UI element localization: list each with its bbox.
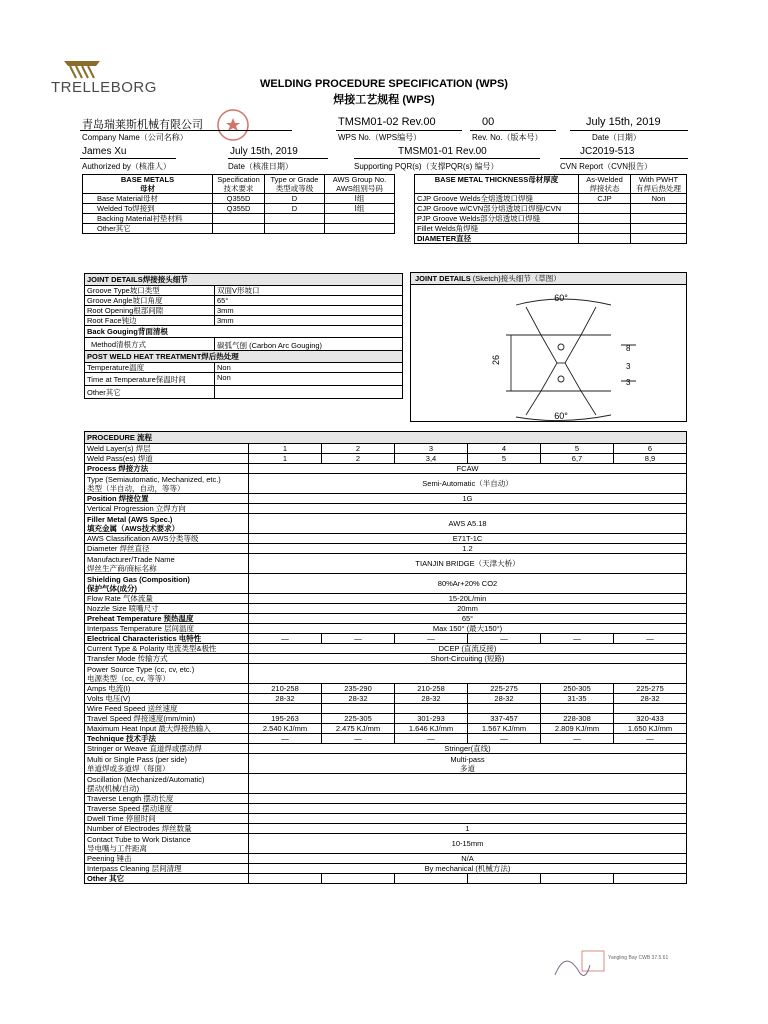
- table-cell: 1: [249, 824, 687, 834]
- table-cell: 28-32: [468, 694, 541, 704]
- row-label: Electrical Characteristics 电特性: [85, 634, 249, 644]
- table-cell: [631, 214, 687, 224]
- table-cell: 碳弧气刨 (Carbon Arc Gouging): [215, 338, 403, 351]
- table-cell: CJP Groove Welds全熔透坡口焊缝: [415, 194, 579, 204]
- row-label: Flow Rate 气体流量: [85, 594, 249, 604]
- supporting-pqr: TMSM01-01 Rev.00: [398, 146, 487, 157]
- table-cell: 31-35: [541, 694, 614, 704]
- table-cell: [614, 704, 687, 714]
- cvn-report: JC2019-513: [580, 146, 635, 157]
- table-cell: [215, 386, 403, 399]
- table-cell: Other其它: [85, 386, 215, 399]
- row-label: Vertical Progression 立焊方向: [85, 504, 249, 514]
- company-logo-text: TRELLEBORG: [51, 79, 157, 96]
- table-cell: 15-20L/min: [249, 594, 687, 604]
- table-row: [85, 644, 687, 654]
- row-label: Process 焊接方法: [85, 464, 249, 474]
- table-row: [85, 464, 687, 474]
- pwht-header: With PWHT 有焊后热处理: [631, 175, 687, 194]
- row-label: Travel Speed 焊接速度(mm/min): [85, 714, 249, 724]
- table-cell: Semi-Automatic（半自动）: [249, 474, 687, 494]
- table-row: [85, 594, 687, 604]
- procedure-table: [84, 431, 687, 884]
- table-cell: N/A: [249, 854, 687, 864]
- table-cell: 301-293: [395, 714, 468, 724]
- table-row: [85, 614, 687, 624]
- table-row: [85, 534, 687, 544]
- table-cell: 228-308: [541, 714, 614, 724]
- row-label: Stringer or Weave 直道焊或摆动焊: [85, 744, 249, 754]
- table-row: [85, 854, 687, 864]
- stamp-text: Yangling Bay CWB 37.5.61: [608, 955, 669, 961]
- table-cell: Root Face钝边: [85, 316, 215, 326]
- table-cell: Ⅰ组: [325, 204, 395, 214]
- table-cell: Method清根方式: [85, 338, 215, 351]
- divider: [570, 130, 688, 131]
- table-row: [85, 714, 687, 724]
- table-cell: 210-258: [249, 684, 322, 694]
- row-label: Maximum Heat Input 最大焊接热输入: [85, 724, 249, 734]
- row-label: Current Type & Polarity 电流类型&极性: [85, 644, 249, 654]
- wps-number: TMSM01-02 Rev.00: [338, 116, 436, 128]
- table-cell: —: [614, 634, 687, 644]
- back-gouging-title: Back Gouging背面清根: [85, 326, 403, 338]
- base-metals-header: BASE METALS 母材: [83, 175, 213, 194]
- table-cell: [395, 704, 468, 714]
- sketch-thickness: 26: [491, 354, 501, 365]
- rev-label: Rev. No.（版本号）: [472, 133, 543, 142]
- table-cell: Stringer(直线): [249, 744, 687, 754]
- joint-details-title: JOINT DETAILS焊接接头细节: [85, 274, 403, 286]
- table-cell: [579, 214, 631, 224]
- table-row: [85, 504, 687, 514]
- inspector-stamp-icon: [550, 945, 669, 985]
- row-label: Diameter 焊丝直径: [85, 544, 249, 554]
- pwht-title: POST WELD HEAT TREATMENT焊后热处理: [85, 351, 403, 363]
- table-cell: 6,7: [541, 454, 614, 464]
- divider: [80, 130, 292, 131]
- table-row: [83, 194, 395, 204]
- table-cell: 1G: [249, 494, 687, 504]
- row-label: Interpass Temperature 层间温度: [85, 624, 249, 634]
- authorized-date: July 15th, 2019: [230, 146, 298, 157]
- table-cell: 3mm: [215, 306, 403, 316]
- table-cell: 2.475 KJ/mm: [322, 724, 395, 734]
- table-row: [85, 286, 403, 296]
- table-row: [85, 474, 687, 494]
- table-row: [85, 296, 403, 306]
- table-cell: 1.650 KJ/mm: [614, 724, 687, 734]
- table-cell: D: [265, 194, 325, 204]
- spec-header: Specification 技术要求: [213, 175, 265, 194]
- table-row: [83, 224, 395, 234]
- table-cell: Temperature温度: [85, 363, 215, 373]
- sketch-angle-bottom: 60°: [554, 411, 568, 421]
- company-name: 青岛瑞莱斯机械有限公司: [82, 119, 203, 131]
- table-cell: Backing Material衬垫材料: [83, 214, 213, 224]
- table-row: [85, 834, 687, 854]
- row-label: Wire Feed Speed 送丝速度: [85, 704, 249, 714]
- row-label: Other 其它: [85, 874, 249, 884]
- table-cell: 5: [541, 444, 614, 454]
- table-row: [85, 664, 687, 684]
- row-label: Type (Semiautomatic, Mechanized, etc.) 类型（半自动，自动，等等）: [85, 474, 249, 494]
- table-row: [85, 338, 403, 351]
- trelleborg-logo-icon: [62, 58, 102, 80]
- thickness-table: [414, 174, 687, 244]
- table-cell: 3mm: [215, 316, 403, 326]
- grade-header: Type or Grade 类型或等级: [265, 175, 325, 194]
- row-label: Number of Electrodes 焊丝数量: [85, 824, 249, 834]
- table-row: [85, 624, 687, 634]
- sketch-angle-top: 60°: [554, 293, 568, 303]
- table-cell: 28-32: [395, 694, 468, 704]
- table-cell: 20mm: [249, 604, 687, 614]
- table-cell: E71T-1C: [249, 534, 687, 544]
- table-row: [85, 363, 403, 373]
- table-cell: Other其它: [83, 224, 213, 234]
- table-row: [415, 224, 687, 234]
- table-cell: 1: [249, 454, 322, 464]
- authorized-by: James Xu: [82, 146, 127, 157]
- divider: [80, 158, 176, 159]
- table-cell: [249, 874, 322, 884]
- table-cell: [249, 774, 687, 794]
- table-row: [85, 514, 687, 534]
- table-cell: Multi-pass 多道: [249, 754, 687, 774]
- divider: [560, 158, 688, 159]
- table-cell: 2.809 KJ/mm: [541, 724, 614, 734]
- row-label: Nozzle Size 喷嘴尺寸: [85, 604, 249, 614]
- table-cell: 1: [249, 444, 322, 454]
- table-row: [85, 654, 687, 664]
- table-cell: [322, 704, 395, 714]
- table-row: [85, 444, 687, 454]
- table-cell: 2: [322, 454, 395, 464]
- table-cell: TIANJIN BRIDGE（天津大桥）: [249, 554, 687, 574]
- table-cell: DCEP (直流反接): [249, 644, 687, 654]
- table-row: [415, 194, 687, 204]
- row-label: Manufacturer/Trade Name 焊丝生产商/商标名称: [85, 554, 249, 574]
- table-cell: 65°: [249, 614, 687, 624]
- table-row: [85, 864, 687, 874]
- table-cell: DIAMETER直径: [415, 234, 579, 244]
- table-cell: Non: [631, 194, 687, 204]
- table-cell: 320-433: [614, 714, 687, 724]
- table-row: [85, 724, 687, 734]
- table-cell: 双面V形坡口: [215, 286, 403, 296]
- table-cell: Fillet Welds角焊缝: [415, 224, 579, 234]
- table-cell: [249, 804, 687, 814]
- table-cell: [265, 214, 325, 224]
- company-seal-icon: [216, 108, 250, 142]
- date-label: Date（日期）: [592, 133, 641, 142]
- table-row: [415, 214, 687, 224]
- table-row: [85, 306, 403, 316]
- table-cell: [614, 874, 687, 884]
- table-row: [85, 804, 687, 814]
- table-cell: 5: [468, 454, 541, 464]
- table-cell: 28-32: [322, 694, 395, 704]
- table-cell: Ⅰ组: [325, 194, 395, 204]
- table-cell: —: [395, 734, 468, 744]
- row-label: Multi or Single Pass (per side) 单道焊或多道焊（每面）: [85, 754, 249, 774]
- table-cell: Non: [215, 363, 403, 373]
- sketch-dim-1: 8: [626, 344, 631, 353]
- table-cell: Short-Circuiting (短路): [249, 654, 687, 664]
- table-cell: [249, 814, 687, 824]
- table-row: [85, 734, 687, 744]
- table-cell: [541, 874, 614, 884]
- table-cell: [631, 224, 687, 234]
- row-label: Transfer Mode 传输方式: [85, 654, 249, 664]
- table-cell: Max 150° (最大150°): [249, 624, 687, 634]
- sketch-dim-2: 3: [626, 362, 631, 371]
- table-row: [85, 774, 687, 794]
- table-cell: [213, 214, 265, 224]
- row-label: Amps 电流(I): [85, 684, 249, 694]
- table-cell: CJP Groove w/CVN部分熔透坡口焊缝/CVN: [415, 204, 579, 214]
- company-label: Company Name（公司名称）: [82, 133, 188, 142]
- document-date: July 15th, 2019: [586, 116, 661, 128]
- table-cell: [631, 234, 687, 244]
- table-cell: 6: [614, 444, 687, 454]
- table-cell: [541, 704, 614, 714]
- table-cell: Groove Angle坡口角度: [85, 296, 215, 306]
- table-cell: 337-457: [468, 714, 541, 724]
- divider: [336, 130, 462, 131]
- joint-sketch-panel: [410, 272, 687, 422]
- table-cell: Non: [215, 373, 403, 386]
- table-cell: [249, 794, 687, 804]
- table-cell: —: [249, 634, 322, 644]
- row-label: Interpass Cleaning 层间清理: [85, 864, 249, 874]
- row-label: Technique 技术手法: [85, 734, 249, 744]
- table-cell: PJP Groove Welds部分熔透坡口焊缝: [415, 214, 579, 224]
- table-row: [83, 214, 395, 224]
- table-row: [85, 874, 687, 884]
- table-row: [85, 554, 687, 574]
- table-cell: [579, 204, 631, 214]
- table-row: [85, 574, 687, 594]
- table-row: [85, 373, 403, 386]
- table-cell: Time at Temperature保温时间: [85, 373, 215, 386]
- table-cell: [249, 664, 687, 684]
- group-header: AWS Group No. AWS组别号码: [325, 175, 395, 194]
- table-cell: —: [541, 634, 614, 644]
- row-label: Position 焊接位置: [85, 494, 249, 504]
- table-cell: 1.567 KJ/mm: [468, 724, 541, 734]
- document-title: WELDING PROCEDURE SPECIFICATION (WPS): [260, 78, 508, 90]
- table-row: [85, 316, 403, 326]
- table-cell: 225-305: [322, 714, 395, 724]
- row-label: Traverse Speed 摆动速度: [85, 804, 249, 814]
- table-cell: 80%Ar+20% CO2: [249, 574, 687, 594]
- table-cell: 4: [468, 444, 541, 454]
- table-cell: [631, 204, 687, 214]
- row-label: Power Source Type (cc, cv, etc.) 电源类型（cc, cv, 等等）: [85, 664, 249, 684]
- wps-label: WPS No.（WPS编号）: [338, 133, 422, 142]
- table-cell: 10-15mm: [249, 834, 687, 854]
- base-metals-table: [82, 174, 395, 234]
- table-row: [415, 204, 687, 214]
- document-title-cn: 焊接工艺规程 (WPS): [333, 94, 435, 106]
- table-cell: Base Material母材: [83, 194, 213, 204]
- table-cell: 28-32: [614, 694, 687, 704]
- row-label: Weld Pass(es) 焊道: [85, 454, 249, 464]
- as-welded-header: As-Welded 焊接状态: [579, 175, 631, 194]
- table-row: [85, 694, 687, 704]
- row-label: AWS Classification AWS分类等级: [85, 534, 249, 544]
- table-row: [85, 704, 687, 714]
- procedure-title-row: [85, 432, 687, 444]
- table-row: [85, 454, 687, 464]
- joint-sketch-drawing: [411, 285, 686, 421]
- revision-number: 00: [482, 116, 495, 128]
- table-row: [85, 634, 687, 644]
- cvn-label: CVN Report（CVN报告）: [560, 162, 653, 171]
- table-cell: [468, 874, 541, 884]
- table-cell: FCAW: [249, 464, 687, 474]
- table-cell: [395, 874, 468, 884]
- table-cell: 2: [322, 444, 395, 454]
- table-row: [85, 386, 403, 399]
- row-label: Contact Tube to Work Distance 导电嘴与工件距离: [85, 834, 249, 854]
- table-cell: 1.2: [249, 544, 687, 554]
- table-cell: [249, 504, 687, 514]
- pqr-label: Supporting PQR(s)（支撑PQR(s) 编号）: [354, 162, 499, 171]
- table-cell: —: [468, 734, 541, 744]
- table-cell: By mechanical (机械方法): [249, 864, 687, 874]
- authorized-label: Authorized by（核准人）: [82, 162, 171, 171]
- sketch-dim-3: 3: [626, 378, 631, 387]
- joint-details-table: [84, 273, 403, 399]
- table-row: [85, 494, 687, 504]
- table-cell: 195-263: [249, 714, 322, 724]
- table-row: [85, 754, 687, 774]
- row-label: Dwell Time 停留时间: [85, 814, 249, 824]
- table-cell: —: [614, 734, 687, 744]
- table-cell: [579, 224, 631, 234]
- table-cell: [579, 234, 631, 244]
- table-cell: 225-275: [614, 684, 687, 694]
- divider: [354, 158, 540, 159]
- table-cell: AWS A5.18: [249, 514, 687, 534]
- table-row: [85, 684, 687, 694]
- table-cell: 210-258: [395, 684, 468, 694]
- thickness-header: BASE METAL THICKNESS母材厚度: [415, 175, 579, 194]
- row-label: Filler Metal (AWS Spec.) 填充金属（AWS技术要求）: [85, 514, 249, 534]
- table-cell: [249, 704, 322, 714]
- table-cell: [322, 874, 395, 884]
- row-label: Traverse Length 摆动长度: [85, 794, 249, 804]
- table-row: [85, 794, 687, 804]
- table-cell: —: [468, 634, 541, 644]
- row-label: Weld Layer(s) 焊层: [85, 444, 249, 454]
- table-row: [85, 744, 687, 754]
- table-cell: 235-290: [322, 684, 395, 694]
- table-cell: Groove Type坡口类型: [85, 286, 215, 296]
- table-row: [83, 204, 395, 214]
- row-label: Preheat Temperature 预热温度: [85, 614, 249, 624]
- table-row: [85, 814, 687, 824]
- table-cell: Q355D: [213, 204, 265, 214]
- table-cell: [213, 224, 265, 234]
- table-cell: —: [322, 734, 395, 744]
- table-cell: —: [395, 634, 468, 644]
- row-label: Oscillation (Mechanized/Automatic) 摆动(机械/自动): [85, 774, 249, 794]
- table-row: [85, 604, 687, 614]
- table-row: [415, 234, 687, 244]
- table-cell: [468, 704, 541, 714]
- table-cell: 1.646 KJ/mm: [395, 724, 468, 734]
- row-label: Shielding Gas (Composition) 保护气体(成分): [85, 574, 249, 594]
- table-cell: 65°: [215, 296, 403, 306]
- table-row: [85, 824, 687, 834]
- table-cell: —: [249, 734, 322, 744]
- table-cell: 2.540 KJ/mm: [249, 724, 322, 734]
- row-label: Volts 电压(V): [85, 694, 249, 704]
- table-cell: 8,9: [614, 454, 687, 464]
- table-cell: 250-305: [541, 684, 614, 694]
- joint-sketch-title: JOINT DETAILS (Sketch)接头细节（草图）: [411, 273, 686, 285]
- table-cell: 225-275: [468, 684, 541, 694]
- table-cell: Welded To焊接到: [83, 204, 213, 214]
- table-cell: [325, 224, 395, 234]
- divider: [228, 158, 328, 159]
- table-cell: CJP: [579, 194, 631, 204]
- table-cell: 3,4: [395, 454, 468, 464]
- table-cell: Q355D: [213, 194, 265, 204]
- table-cell: 28-32: [249, 694, 322, 704]
- divider: [470, 130, 556, 131]
- table-cell: —: [322, 634, 395, 644]
- procedure-title: PROCEDURE 流程: [85, 432, 687, 444]
- table-cell: 3: [395, 444, 468, 454]
- table-row: [85, 544, 687, 554]
- table-cell: D: [265, 204, 325, 214]
- table-cell: Root Opening根部间隙: [85, 306, 215, 316]
- row-label: Peening 锤击: [85, 854, 249, 864]
- table-cell: [325, 214, 395, 224]
- table-cell: [265, 224, 325, 234]
- auth-date-label: Date（核准日期）: [228, 162, 293, 171]
- table-cell: —: [541, 734, 614, 744]
